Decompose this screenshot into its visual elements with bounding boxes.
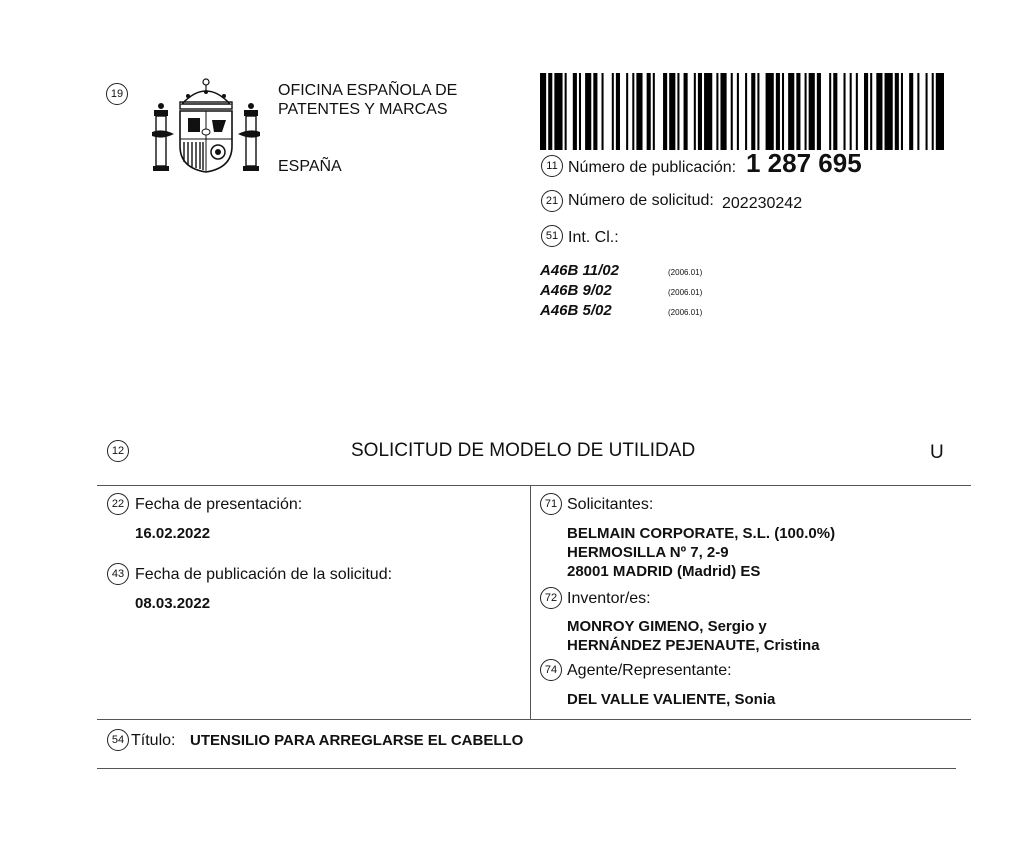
barcode-bar bbox=[737, 73, 739, 150]
inid-code-54: 54 bbox=[107, 729, 129, 751]
barcode-bar bbox=[829, 73, 831, 150]
barcode-bar bbox=[704, 73, 712, 150]
barcode-bar bbox=[636, 73, 642, 150]
applicant-line: HERMOSILLA Nº 7, 2-9 bbox=[567, 544, 729, 561]
barcode-bar bbox=[632, 73, 634, 150]
document-type-title: SOLICITUD DE MODELO DE UTILIDAD bbox=[351, 440, 696, 461]
barcode-bar bbox=[856, 73, 858, 150]
barcode bbox=[540, 73, 944, 150]
office-name-line1: OFICINA ESPAÑOLA DE bbox=[278, 82, 458, 99]
barcode-bar bbox=[885, 73, 893, 150]
barcode-bar bbox=[833, 73, 837, 150]
barcode-bar bbox=[805, 73, 807, 150]
classification-version: (2006.01) bbox=[668, 268, 703, 277]
document-kind-code: U bbox=[930, 442, 944, 463]
barcode-bar bbox=[684, 73, 688, 150]
classification-code: A46B 11/02 bbox=[540, 262, 619, 279]
barcode-bar bbox=[782, 73, 784, 150]
filing-date-label: Fecha de presentación: bbox=[135, 496, 303, 513]
barcode-bar bbox=[593, 73, 597, 150]
barcode-bar bbox=[932, 73, 934, 150]
publication-number: 1 287 695 bbox=[746, 148, 862, 178]
barcode-bar bbox=[663, 73, 667, 150]
applicants-label: Solicitantes: bbox=[567, 496, 654, 513]
barcode-bar bbox=[694, 73, 696, 150]
inid-code-72: 72 bbox=[540, 587, 562, 609]
inid-code-71: 71 bbox=[540, 493, 562, 515]
barcode-bar bbox=[579, 73, 581, 150]
publication-date: 08.03.2022 bbox=[135, 595, 211, 612]
application-number: 202230242 bbox=[722, 195, 803, 212]
barcode-bar bbox=[895, 73, 899, 150]
barcode-bar bbox=[936, 73, 944, 150]
inid-code-11: 11 bbox=[541, 155, 563, 177]
classification-version: (2006.01) bbox=[668, 308, 703, 317]
barcode-bar bbox=[766, 73, 774, 150]
inid-code-12: 12 bbox=[107, 440, 129, 462]
inventors-label: Inventor/es: bbox=[567, 590, 651, 607]
barcode-bar bbox=[788, 73, 794, 150]
barcode-bar bbox=[669, 73, 675, 150]
barcode-bar bbox=[554, 73, 562, 150]
barcode-bar bbox=[626, 73, 628, 150]
barcode-bar bbox=[653, 73, 655, 150]
int-cl-label: Int. Cl.: bbox=[568, 229, 619, 246]
barcode-bar bbox=[716, 73, 718, 150]
inid-code-19: 19 bbox=[106, 83, 128, 105]
page-footer-rule bbox=[97, 768, 956, 769]
agent-name: DEL VALLE VALIENTE, Sonia bbox=[567, 691, 776, 708]
barcode-bar bbox=[616, 73, 620, 150]
barcode-bar bbox=[612, 73, 614, 150]
barcode-bar bbox=[870, 73, 872, 150]
barcode-bar bbox=[745, 73, 747, 150]
inid-code-22: 22 bbox=[107, 493, 129, 515]
table-column-divider bbox=[530, 485, 531, 720]
barcode-bar bbox=[720, 73, 726, 150]
barcode-bar bbox=[926, 73, 928, 150]
barcode-bar bbox=[909, 73, 913, 150]
barcode-bar bbox=[817, 73, 821, 150]
barcode-bar bbox=[540, 73, 546, 150]
barcode-bar bbox=[573, 73, 577, 150]
barcode-bar bbox=[585, 73, 591, 150]
inid-code-43: 43 bbox=[107, 563, 129, 585]
document-title: UTENSILIO PARA ARREGLARSE EL CABELLO bbox=[190, 732, 524, 749]
applicant-line: 28001 MADRID (Madrid) ES bbox=[567, 563, 761, 580]
barcode-bar bbox=[751, 73, 755, 150]
barcode-bar bbox=[677, 73, 679, 150]
barcode-bar bbox=[850, 73, 852, 150]
barcode-bar bbox=[776, 73, 780, 150]
inid-code-21: 21 bbox=[541, 190, 563, 212]
barcode-bar bbox=[548, 73, 552, 150]
barcode-bar bbox=[917, 73, 919, 150]
barcode-bar bbox=[698, 73, 702, 150]
barcode-bar bbox=[796, 73, 800, 150]
applicant-line: BELMAIN CORPORATE, S.L. (100.0%) bbox=[567, 525, 836, 542]
inid-code-74: 74 bbox=[540, 659, 562, 681]
publication-date-label: Fecha de publicación de la solicitud: bbox=[135, 566, 393, 583]
application-number-label: Número de solicitud: bbox=[568, 192, 714, 209]
barcode-bar bbox=[602, 73, 604, 150]
barcode-bar bbox=[757, 73, 759, 150]
classification-code: A46B 9/02 bbox=[540, 282, 612, 299]
publication-number-label: Número de publicación: bbox=[568, 159, 737, 176]
inventor-line: HERNÁNDEZ PEJENAUTE, Cristina bbox=[567, 637, 820, 654]
barcode-bar bbox=[901, 73, 903, 150]
inventor-line: MONROY GIMENO, Sergio y bbox=[567, 618, 767, 635]
barcode-bar bbox=[647, 73, 651, 150]
agent-label: Agente/Representante: bbox=[567, 662, 732, 679]
filing-date: 16.02.2022 bbox=[135, 525, 211, 542]
table-bottom-rule bbox=[97, 719, 971, 720]
barcode-bar bbox=[731, 73, 733, 150]
country-name: ESPAÑA bbox=[278, 158, 342, 175]
barcode-bar bbox=[876, 73, 882, 150]
barcode-bar bbox=[864, 73, 868, 150]
coat-of-arms-logo bbox=[150, 76, 262, 176]
table-top-rule bbox=[97, 485, 971, 486]
office-name-line2: PATENTES Y MARCAS bbox=[278, 101, 448, 118]
barcode-bar bbox=[565, 73, 567, 150]
title-label: Título: bbox=[131, 732, 176, 749]
barcode-bar bbox=[844, 73, 846, 150]
inid-code-51: 51 bbox=[541, 225, 563, 247]
classification-code: A46B 5/02 bbox=[540, 302, 612, 319]
barcode-bar bbox=[809, 73, 815, 150]
classification-version: (2006.01) bbox=[668, 288, 703, 297]
